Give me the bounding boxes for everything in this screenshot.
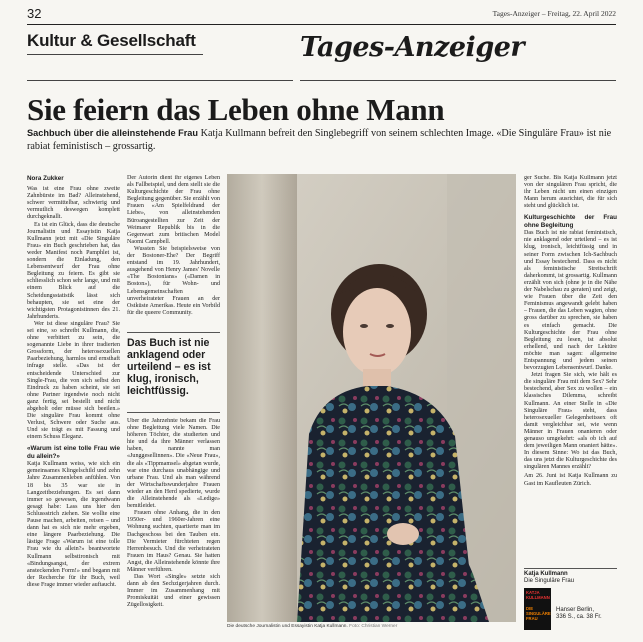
subheading: «Warum ist eine tolle Frau wie du allein?» [27,445,120,460]
kicker: Sachbuch über die alleinstehende Frau [27,128,199,138]
headline: Sie feiern das Leben ohne Mann [27,92,445,127]
author-photo [227,174,516,622]
pull-quote-rule-top [127,332,220,333]
page-number: 32 [27,6,42,21]
book-info-rule [524,568,617,569]
text-column-2 [127,175,220,318]
cover-author: KATJA KULLMANN [526,590,550,600]
portrait-illustration [227,174,516,622]
paragraph: Wer ist diese singuläre Frau? Sie sei eine, so schreibt Kullmann, die, ohne verbittert zu sein, die sogenannte Liebe in ihrer tradierten Grossform, der heterosexuellen Paarbeziehung, harmlos und ernsthaft infrage stelle. «Das ist der entscheidende Unterschied zur Single-Frau, die von sich selbst den Eindruck zu haben scheint, sie sei ohne Partner irgendwie noch nicht ganz fertig, sei bestellt und nicht abgeholt oder müsse sich beeilen.» Die singuläre Frau kommt ohne Verlust, Schwere oder Suche aus. Und sie trägt es mit Fassung und einem Schuss Eleganz. [27,320,120,441]
section-rule [27,54,203,55]
paragraph: Frauen ohne Anhang, die in den 1950er- und 1960er-Jahren eine Wohnung suchten, quartierte man im Dachgeschoss bei den Tauben ein. Die Vermieter fürchteten regen Herrenbesuch. Und die verheirateten Frauen im Haus? Genau. Sie hatten Angst, die Alleinstehende könnte ihre Männer verführen. [127,510,220,573]
masthead-rule-left [27,80,293,81]
book-details: 336 S., ca. 38 Fr. [556,614,602,621]
pull-quote: Das Buch ist nie anklagend oder urteilend – es ist klug, ironisch, leichtfüssig. [127,337,211,397]
text-column-1 [27,175,120,630]
paragraph: Jetzt fragen Sie sich, wie hält es die singuläre Frau mit dem Sex? Sehr bestechend, aber Sex zu wollen – ein klassisches Dilemma, schreibt Kullmann. An einer Stelle in «Die Singuläre Frau» steht, dass heterosexueller Gelegenheitssex oft damit vergleichbar sei, wie wenn Männer in Frauen onanieren oder genauso umgekehrt: «als ob ich auf dem jeweiligen Mann onaniert hätte». In diesem Sinne: Wo ist das Buch, das uns jetzt die Kulturgeschichte des singulären Mannes erzählt? [524,372,617,471]
paragraph: ger Suche. Bis Katja Kullmann jetzt von der singulären Frau spricht, die ihr Leben nicht um einen einzigen Mann herum ausrichtet, die für sich steht und glücklich ist. [524,175,617,210]
lead-paragraph [27,127,617,153]
book-info [524,571,617,585]
lead-text: Katja Kullmann befreit den Singlebegriff von seinem schlechten Image. «Die Singuläre Frau» ist nie rabiat feministisch – grossartig. [27,128,612,152]
text-column-2-continued [127,418,220,630]
paragraph: Das Buch ist nie rabiat feministisch, nie anklagend oder urteilend – es ist klug, ironisch, leichtfüssig und in seiner Form zwischen Ich-Sachbuch und Essay bestechend. Dass es nicht als feministische Streitschrift daherkommt, ist grossartig. Kullmann erzählt von sich (ohne je in die Nähe der Nabelschau zu geraten) und zeigt, wie Frauen über die Zeit den Feminismus angewandt gelebt haben – Frauen, die das Leben wagten, ohne gross darüber zu sprechen, sie haben es einfach gemacht. Die Kulturgeschichte der Frau ohne Begleitung zu lesen, ist absolut erhellend, und nach der Lektüre möchte man sagen: allgemeine Entspannung und jedem seinen bevorzugten Lebensentwurf. Danke. [524,230,617,372]
paragraph: Das Wort «Single» setzte sich dann ab den Sechzigerjahren durch. Immer im Zusammenhang mit Promiskuität und einer gewissen Zügellosigkeit. [127,574,220,609]
dateline: Tages-Anzeiger – Freitag, 22. April 2022 [492,9,616,18]
author-byline: Nora Zukker [27,175,64,182]
masthead-rule-right [300,80,616,81]
subheading: Kulturgeschichte der Frau ohne Begleitung [524,214,617,229]
cover-title: DIE SINGULÄRE FRAU [526,606,551,621]
photo-caption [227,624,516,629]
photo-credit: Foto: Christian Werner [349,624,398,629]
book-title: Die Singuläre Frau [524,578,575,585]
paragraph: Über die Jahrzehnte bekam die Frau ohne Begleitung viele Namen. Die höheren Töchter, die studierten und hie und da ihre Männer verlassen haben, nannte man «Junggesellinnen». Die «Neue Frau», die als «Tippmamsel» abgetan wurde, war eine durchaus unabhängige und urbane Frau. Und als man während der Wirtschaftswunderjahre Frauen wieder an den Herd spediertе, wurde die Alleinstehende als «Ledige» bemitleidet. [127,418,220,510]
paragraph: Wussten Sie beispielsweise von der Bostoner-Ehe? Der Begriff entstand im 19. Jahrhundert, ausgehend von Henry James' Novelle «The Bostonians» («Damen in Boston»), für Wohn- und Lebensgemeinschaften unverheirateter Frauen an der Ostküste Amerikas. Heute ein Vorbild für die queere Community. [127,245,220,316]
section-title: Kultur & Gesellschaft [27,31,196,50]
book-publisher-info [556,607,618,621]
book-author: Katja Kullmann [524,571,568,577]
text-column-4 [524,175,617,573]
book-publisher: Hanser Berlin, [556,607,595,613]
event-note: Am 26. Juni ist Katja Kullmann zu Gast im Kaufleuten Zürich. [524,473,617,487]
top-rule [27,24,616,25]
paragraph: Katja Kullmann weiss, wie sich ein gemeinsames Klingelschild und zehn Jahre Zusammenleben anfühlen. Von 18 bis 35 war sie in Langzeitbeziehungen. Es sei dann immer so gewesen, die irgendwann gesagt habe: Lass uns hier den Schlussstrich ziehen. Sie wollte eine Pause machen, arbeiten, reisen – und dann hat es sich nie mehr ergeben, eine längere Paarbeziehung. Die lästige Frage «Warum ist eine tolle Frau wie du allein?» beantwortete Kullmann selbstironisch mit «Bindungsangst, der extrem ansteckenden Form!» und begann mit der Recherche für ihr Buch, weil diese Frage immer wieder auftaucht. [27,461,120,588]
paragraph: Es ist ein Glück, dass die deutsche Journalistin und Essayistin Katja Kullmann jetzt mit «Die Singuläre Frau» ein Buch geschrieben hat, das weder Manifest noch Pamphlet ist, sondern die Einladung, den Lebensentwurf der Frau ohne Begleitung zu feiern. Es gibt sie schliesslich schon sehr lange, und mit einem Blick auf die Scheidungsstatistik lässt sich behaupten, sie sei eine der wichtigsten Protagonistinnen des 21. Jahrhunderts. [27,221,120,320]
masthead-logo: Tages-Anzeiger [300,32,525,63]
caption-text: Die deutsche Journalistin und Essayistin Katja Kullmann. [227,624,348,629]
paragraph: Was ist eine Frau ohne zweite Zahnbürste im Bad? Alleinstehend, schwer vermittelbar, schwierig und vermutlich deswegen komplett durchgeknallt. [27,186,120,221]
book-cover [524,588,551,630]
pull-quote-rule-bottom [127,412,220,413]
paragraph: Der Autorin dient ihr eigenes Leben als Fallbeispiel, und dem stellt sie die Kulturgeschichte der Frau ohne Begleitung gegenüber. Sie erzählt von Frauen «Am Spielfeldrand der Liebe», von alleinstehenden Büroangestellten zur Zeit der Weimarer Republik bis in die Gegenwart zum britischen Model Naomi Campbell. [127,175,220,245]
